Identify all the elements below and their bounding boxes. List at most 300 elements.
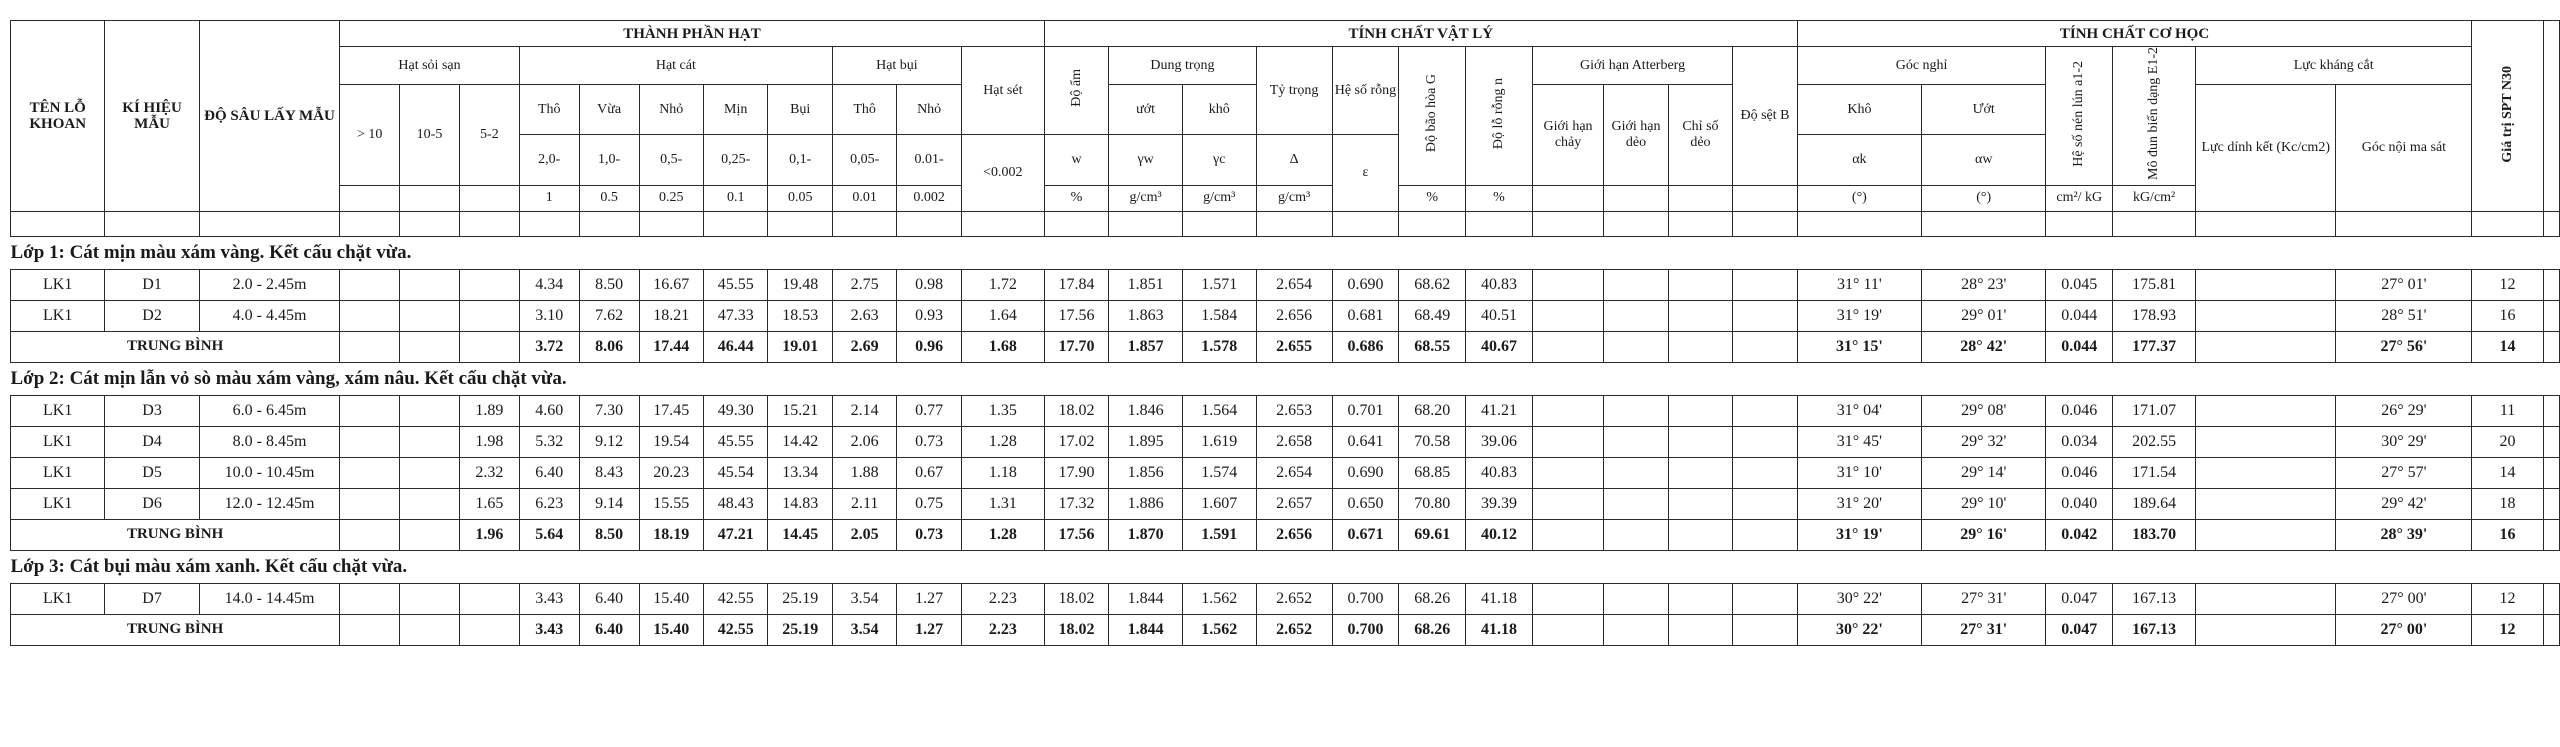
avg-gc: 1.562	[1182, 614, 1256, 645]
cell-sau: 12.0 - 12.45m	[199, 488, 339, 519]
cell-csd	[1668, 583, 1732, 614]
bound-0-05: 0.05	[768, 185, 832, 211]
cell-ctho: 3.43	[519, 583, 579, 614]
cell-gw: 1.895	[1109, 426, 1183, 457]
cell-lk: LK1	[11, 583, 105, 614]
avg-s52: 1.96	[459, 519, 519, 550]
table-row	[11, 583, 2560, 614]
cell-lk: LK1	[11, 300, 105, 331]
avg-ak: 31° 15'	[1797, 331, 1921, 362]
cell-g: 70.58	[1399, 426, 1466, 457]
col-cat-nho: Nhỏ	[639, 85, 703, 135]
avg-cmin: 46.44	[703, 331, 767, 362]
col-ki-hieu-mau: KÍ HIỆU MẪU	[105, 21, 199, 212]
table-row	[11, 395, 2560, 426]
cell-gw: 1.846	[1109, 395, 1183, 426]
cell-d: 2.657	[1256, 488, 1332, 519]
cell-ctho: 4.60	[519, 395, 579, 426]
avg-e: 0.686	[1332, 331, 1399, 362]
cell-phi: 26° 29'	[2336, 395, 2472, 426]
avg-ghc	[1532, 614, 1603, 645]
group-hat-set: Hạt sét	[961, 47, 1044, 135]
cell-cnho: 17.45	[639, 395, 703, 426]
avg-csd	[1668, 519, 1732, 550]
bound-1: 1	[519, 185, 579, 211]
cell-b	[1733, 269, 1798, 300]
avg-g: 69.61	[1399, 519, 1466, 550]
unit-alpha-w: (°)	[1922, 185, 2046, 211]
avg-s10	[340, 614, 400, 645]
cell-s105	[400, 395, 460, 426]
cell-gw: 1.856	[1109, 457, 1183, 488]
cell-w: 17.56	[1044, 300, 1108, 331]
cell-spt: 18	[2472, 488, 2543, 519]
avg-gw: 1.870	[1109, 519, 1183, 550]
cell-set: 1.28	[961, 426, 1044, 457]
col-mo-dun: Mô đun biến dạng E1-2	[2113, 47, 2196, 186]
avg-bnho: 0.96	[897, 331, 961, 362]
cell-s105	[400, 426, 460, 457]
cell-w: 18.02	[1044, 395, 1108, 426]
avg-spt: 16	[2472, 519, 2543, 550]
cell-b	[1733, 395, 1798, 426]
table-row	[11, 269, 2560, 300]
cell-n: 39.39	[1466, 488, 1533, 519]
cell-c	[2196, 395, 2336, 426]
cell-d: 2.654	[1256, 457, 1332, 488]
avg-n: 40.12	[1466, 519, 1533, 550]
avg-cnho: 17.44	[639, 331, 703, 362]
cell-gc: 1.619	[1182, 426, 1256, 457]
cell-s105	[400, 300, 460, 331]
avg-s10	[340, 331, 400, 362]
cell-bnho: 0.98	[897, 269, 961, 300]
avg-ctho: 3.72	[519, 331, 579, 362]
col-cat-min: Mịn	[703, 85, 767, 135]
avg-cmin: 47.21	[703, 519, 767, 550]
cell-ctho: 4.34	[519, 269, 579, 300]
cell-ghd	[1604, 300, 1668, 331]
cell-w: 17.90	[1044, 457, 1108, 488]
cell-cbui: 25.19	[768, 583, 832, 614]
cell-spt: 14	[2472, 457, 2543, 488]
cell-csd	[1668, 269, 1732, 300]
cell-ak: 31° 10'	[1797, 457, 1921, 488]
cell-btho: 2.75	[832, 269, 896, 300]
cell-cbui: 14.83	[768, 488, 832, 519]
cell-gc: 1.571	[1182, 269, 1256, 300]
col-gioi-han-chay: Giới hạn chảy	[1532, 85, 1603, 186]
table-row	[11, 457, 2560, 488]
avg-s105	[400, 519, 460, 550]
cell-c	[2196, 300, 2336, 331]
col-dung-trong-uot: ướt	[1109, 85, 1183, 135]
table-body	[11, 236, 2560, 645]
cell-spt: 16	[2472, 300, 2543, 331]
avg-csd	[1668, 614, 1732, 645]
sym-alpha-w: αw	[1922, 135, 2046, 186]
cell-bnho: 0.67	[897, 457, 961, 488]
bound-0-002: 0.002	[897, 185, 961, 211]
avg-s10	[340, 519, 400, 550]
avg-bnho: 0.73	[897, 519, 961, 550]
cell-aw: 28° 23'	[1922, 269, 2046, 300]
avg-s52	[459, 614, 519, 645]
cell-btho: 2.14	[832, 395, 896, 426]
col-he-so-rong: Hệ số rỗng	[1332, 47, 1399, 135]
cell-b	[1733, 583, 1798, 614]
group-hat-soi-san: Hạt sỏi sạn	[340, 47, 520, 85]
group-dung-trong: Dung trọng	[1109, 47, 1256, 85]
cell-set: 2.23	[961, 583, 1044, 614]
cell-btho: 2.63	[832, 300, 896, 331]
cell-s10	[340, 269, 400, 300]
col-ten-lo-khoan: TÊN LỖ KHOAN	[11, 21, 105, 212]
col-bui-nho: Nhỏ	[897, 85, 961, 135]
col-spt: Giá trị SPT N30	[2472, 21, 2543, 212]
col-chi-so-deo: Chỉ số dẻo	[1668, 85, 1732, 186]
average-row	[11, 614, 2560, 645]
cell-e12: 189.64	[2113, 488, 2196, 519]
cell-cvua: 8.43	[579, 457, 639, 488]
group-hat-cat: Hạt cát	[519, 47, 832, 85]
avg-ghd	[1604, 614, 1668, 645]
cell-ghd	[1604, 426, 1668, 457]
cell-csd	[1668, 426, 1732, 457]
cell-edge	[2543, 300, 2559, 331]
cell-n: 41.18	[1466, 583, 1533, 614]
cell-csd	[1668, 457, 1732, 488]
avg-btho: 3.54	[832, 614, 896, 645]
cell-bnho: 0.93	[897, 300, 961, 331]
cell-c	[2196, 426, 2336, 457]
cell-gw: 1.886	[1109, 488, 1183, 519]
range-0-05: 0,05-	[832, 135, 896, 186]
cell-edge	[2543, 583, 2559, 614]
avg-aw: 29° 16'	[1922, 519, 2046, 550]
col-goc-nghi-kho: Khô	[1797, 85, 1921, 135]
avg-ghc	[1532, 519, 1603, 550]
avg-cvua: 8.50	[579, 519, 639, 550]
cell-cmin: 47.33	[703, 300, 767, 331]
cell-ak: 31° 20'	[1797, 488, 1921, 519]
avg-e12: 177.37	[2113, 331, 2196, 362]
cell-b	[1733, 488, 1798, 519]
cell-cbui: 18.53	[768, 300, 832, 331]
cell-c	[2196, 583, 2336, 614]
cell-aw: 27° 31'	[1922, 583, 2046, 614]
avg-c	[2196, 519, 2336, 550]
avg-cnho: 15.40	[639, 614, 703, 645]
cell-s10	[340, 395, 400, 426]
avg-aw: 27° 31'	[1922, 614, 2046, 645]
cell-csd	[1668, 300, 1732, 331]
layer-title: Lớp 1: Cát mịn màu xám vàng. Kết cấu chặt vừa.	[11, 236, 2560, 269]
cell-s10	[340, 583, 400, 614]
cell-cvua: 8.50	[579, 269, 639, 300]
cell-aw: 29° 14'	[1922, 457, 2046, 488]
cell-ghc	[1532, 488, 1603, 519]
cell-gc: 1.607	[1182, 488, 1256, 519]
col-gioi-han-deo: Giới hạn dẻo	[1604, 85, 1668, 186]
unit-w: %	[1044, 185, 1108, 211]
sym-epsilon: ε	[1332, 135, 1399, 212]
cell-e12: 171.54	[2113, 457, 2196, 488]
layer-title-row	[11, 362, 2560, 395]
cell-d: 2.652	[1256, 583, 1332, 614]
cell-set: 1.72	[961, 269, 1044, 300]
cell-ghd	[1604, 395, 1668, 426]
cell-aw: 29° 32'	[1922, 426, 2046, 457]
cell-ak: 31° 19'	[1797, 300, 1921, 331]
cell-gc: 1.562	[1182, 583, 1256, 614]
cell-mau: D3	[105, 395, 199, 426]
cell-bnho: 1.27	[897, 583, 961, 614]
cell-sau: 2.0 - 2.45m	[199, 269, 339, 300]
cell-bnho: 0.75	[897, 488, 961, 519]
average-row	[11, 519, 2560, 550]
avg-csd	[1668, 331, 1732, 362]
table-row	[11, 300, 2560, 331]
cell-d: 2.656	[1256, 300, 1332, 331]
cell-mau: D6	[105, 488, 199, 519]
avg-d: 2.655	[1256, 331, 1332, 362]
cell-w: 17.32	[1044, 488, 1108, 519]
range-2-0: 2,0-	[519, 135, 579, 186]
avg-cvua: 8.06	[579, 331, 639, 362]
cell-e12: 167.13	[2113, 583, 2196, 614]
cell-gc: 1.584	[1182, 300, 1256, 331]
avg-g: 68.26	[1399, 614, 1466, 645]
avg-bnho: 1.27	[897, 614, 961, 645]
avg-gc: 1.591	[1182, 519, 1256, 550]
cell-edge	[2543, 614, 2559, 645]
cell-gc: 1.564	[1182, 395, 1256, 426]
cell-n: 40.51	[1466, 300, 1533, 331]
avg-d: 2.656	[1256, 519, 1332, 550]
cell-ghd	[1604, 488, 1668, 519]
cell-ak: 31° 11'	[1797, 269, 1921, 300]
unit-alpha-k: (°)	[1797, 185, 1921, 211]
avg-a12: 0.044	[2046, 331, 2113, 362]
cell-spt: 12	[2472, 269, 2543, 300]
avg-a12: 0.047	[2046, 614, 2113, 645]
cell-gw: 1.851	[1109, 269, 1183, 300]
cell-gc: 1.574	[1182, 457, 1256, 488]
average-label: TRUNG BÌNH	[11, 519, 340, 550]
cell-edge	[2543, 426, 2559, 457]
cell-e: 0.681	[1332, 300, 1399, 331]
cell-spt: 12	[2472, 583, 2543, 614]
unit-gamma-c: g/cm³	[1182, 185, 1256, 211]
cell-n: 40.83	[1466, 457, 1533, 488]
avg-s105	[400, 614, 460, 645]
cell-n: 39.06	[1466, 426, 1533, 457]
cell-b	[1733, 426, 1798, 457]
range-lt-0-002: <0.002	[961, 135, 1044, 212]
cell-lk: LK1	[11, 426, 105, 457]
cell-a12: 0.034	[2046, 426, 2113, 457]
avg-ak: 30° 22'	[1797, 614, 1921, 645]
cell-e: 0.690	[1332, 457, 1399, 488]
cell-cnho: 15.55	[639, 488, 703, 519]
cell-s52: 1.98	[459, 426, 519, 457]
cell-cbui: 13.34	[768, 457, 832, 488]
col-bui-tho: Thô	[832, 85, 896, 135]
cell-s52: 1.65	[459, 488, 519, 519]
col-do-sau: ĐỘ SÂU LẤY MẪU	[199, 21, 339, 212]
soil-test-sheet	[10, 20, 2560, 646]
col-he-so-nen-lun: Hệ số nén lún a1-2	[2046, 47, 2113, 186]
cell-s10	[340, 426, 400, 457]
avg-w: 18.02	[1044, 614, 1108, 645]
col-luc-dinh-ket: Lực dính kết (Kc/cm2)	[2196, 85, 2336, 212]
cell-cvua: 7.30	[579, 395, 639, 426]
cell-w: 17.84	[1044, 269, 1108, 300]
cell-ghd	[1604, 457, 1668, 488]
table-header	[11, 21, 2560, 237]
table-row	[11, 426, 2560, 457]
avg-cbui: 25.19	[768, 614, 832, 645]
cell-cnho: 20.23	[639, 457, 703, 488]
avg-cbui: 14.45	[768, 519, 832, 550]
cell-sau: 8.0 - 8.45m	[199, 426, 339, 457]
avg-a12: 0.042	[2046, 519, 2113, 550]
cell-cbui: 19.48	[768, 269, 832, 300]
range-5-2: 5-2	[459, 85, 519, 186]
col-cat-tho: Thô	[519, 85, 579, 135]
avg-phi: 28° 39'	[2336, 519, 2472, 550]
sym-gamma-c: γc	[1182, 135, 1256, 186]
cell-mau: D4	[105, 426, 199, 457]
cell-edge	[2543, 331, 2559, 362]
cell-e12: 175.81	[2113, 269, 2196, 300]
cell-ghd	[1604, 269, 1668, 300]
cell-set: 1.64	[961, 300, 1044, 331]
cell-a12: 0.044	[2046, 300, 2113, 331]
cell-cvua: 9.14	[579, 488, 639, 519]
cell-ghc	[1532, 583, 1603, 614]
avg-cbui: 19.01	[768, 331, 832, 362]
cell-d: 2.654	[1256, 269, 1332, 300]
cell-e12: 202.55	[2113, 426, 2196, 457]
avg-gc: 1.578	[1182, 331, 1256, 362]
cell-s52	[459, 269, 519, 300]
group-tinh-chat-vat-ly: TÍNH CHẤT VẬT LÝ	[1044, 21, 1797, 47]
cell-g: 70.80	[1399, 488, 1466, 519]
cell-cnho: 18.21	[639, 300, 703, 331]
range-0-25: 0,25-	[703, 135, 767, 186]
range-0-5: 0,5-	[639, 135, 703, 186]
cell-sau: 6.0 - 6.45m	[199, 395, 339, 426]
avg-btho: 2.69	[832, 331, 896, 362]
cell-phi: 29° 42'	[2336, 488, 2472, 519]
layer-title-row	[11, 550, 2560, 583]
cell-g: 68.26	[1399, 583, 1466, 614]
cell-btho: 3.54	[832, 583, 896, 614]
cell-sau: 10.0 - 10.45m	[199, 457, 339, 488]
cell-edge	[2543, 269, 2559, 300]
group-thanh-phan-hat: THÀNH PHẦN HẠT	[340, 21, 1045, 47]
cell-ak: 30° 22'	[1797, 583, 1921, 614]
bound-0-25: 0.25	[639, 185, 703, 211]
cell-g: 68.85	[1399, 457, 1466, 488]
cell-w: 17.02	[1044, 426, 1108, 457]
avg-gw: 1.844	[1109, 614, 1183, 645]
cell-s10	[340, 488, 400, 519]
cell-ghc	[1532, 300, 1603, 331]
avg-btho: 2.05	[832, 519, 896, 550]
cell-ak: 31° 04'	[1797, 395, 1921, 426]
cell-d: 2.653	[1256, 395, 1332, 426]
cell-s105	[400, 488, 460, 519]
cell-mau: D1	[105, 269, 199, 300]
avg-s105	[400, 331, 460, 362]
avg-ghd	[1604, 519, 1668, 550]
cell-s105	[400, 583, 460, 614]
bound-0-1: 0.1	[703, 185, 767, 211]
cell-b	[1733, 300, 1798, 331]
cell-aw: 29° 01'	[1922, 300, 2046, 331]
cell-btho: 2.11	[832, 488, 896, 519]
group-goc-nghi: Góc nghỉ	[1797, 47, 2046, 85]
cell-ghd	[1604, 583, 1668, 614]
cell-lk: LK1	[11, 395, 105, 426]
range-0-01: 0.01-	[897, 135, 961, 186]
cell-csd	[1668, 395, 1732, 426]
cell-sau: 14.0 - 14.45m	[199, 583, 339, 614]
cell-cvua: 6.40	[579, 583, 639, 614]
cell-cmin: 45.55	[703, 269, 767, 300]
cell-n: 41.21	[1466, 395, 1533, 426]
avg-e12: 167.13	[2113, 614, 2196, 645]
cell-s52	[459, 300, 519, 331]
cell-cvua: 7.62	[579, 300, 639, 331]
col-goc-noi-ma-sat: Góc nội ma sát	[2336, 85, 2472, 212]
avg-d: 2.652	[1256, 614, 1332, 645]
cell-g: 68.49	[1399, 300, 1466, 331]
layer-title: Lớp 2: Cát mịn lẫn vỏ sò màu xám vàng, xám nâu. Kết cấu chặt vừa.	[11, 362, 2560, 395]
cell-ghc	[1532, 426, 1603, 457]
cell-lk: LK1	[11, 269, 105, 300]
avg-set: 1.68	[961, 331, 1044, 362]
cell-cnho: 15.40	[639, 583, 703, 614]
cell-ctho: 6.23	[519, 488, 579, 519]
cell-e: 0.701	[1332, 395, 1399, 426]
avg-spt: 12	[2472, 614, 2543, 645]
cell-set: 1.18	[961, 457, 1044, 488]
cell-phi: 27° 57'	[2336, 457, 2472, 488]
avg-e12: 183.70	[2113, 519, 2196, 550]
cell-bnho: 0.77	[897, 395, 961, 426]
cell-s105	[400, 457, 460, 488]
cell-csd	[1668, 488, 1732, 519]
cell-gw: 1.863	[1109, 300, 1183, 331]
unit-gamma-w: g/cm³	[1109, 185, 1183, 211]
cell-edge	[2543, 395, 2559, 426]
avg-n: 41.18	[1466, 614, 1533, 645]
cell-cmin: 45.55	[703, 426, 767, 457]
avg-w: 17.56	[1044, 519, 1108, 550]
cell-spt: 20	[2472, 426, 2543, 457]
col-do-bao-hoa: Độ bão hòa G	[1399, 47, 1466, 186]
layer-title-row	[11, 236, 2560, 269]
cell-cbui: 14.42	[768, 426, 832, 457]
soil-properties-table	[10, 20, 2560, 646]
cell-set: 1.35	[961, 395, 1044, 426]
cell-edge	[2543, 457, 2559, 488]
avg-aw: 28° 42'	[1922, 331, 2046, 362]
